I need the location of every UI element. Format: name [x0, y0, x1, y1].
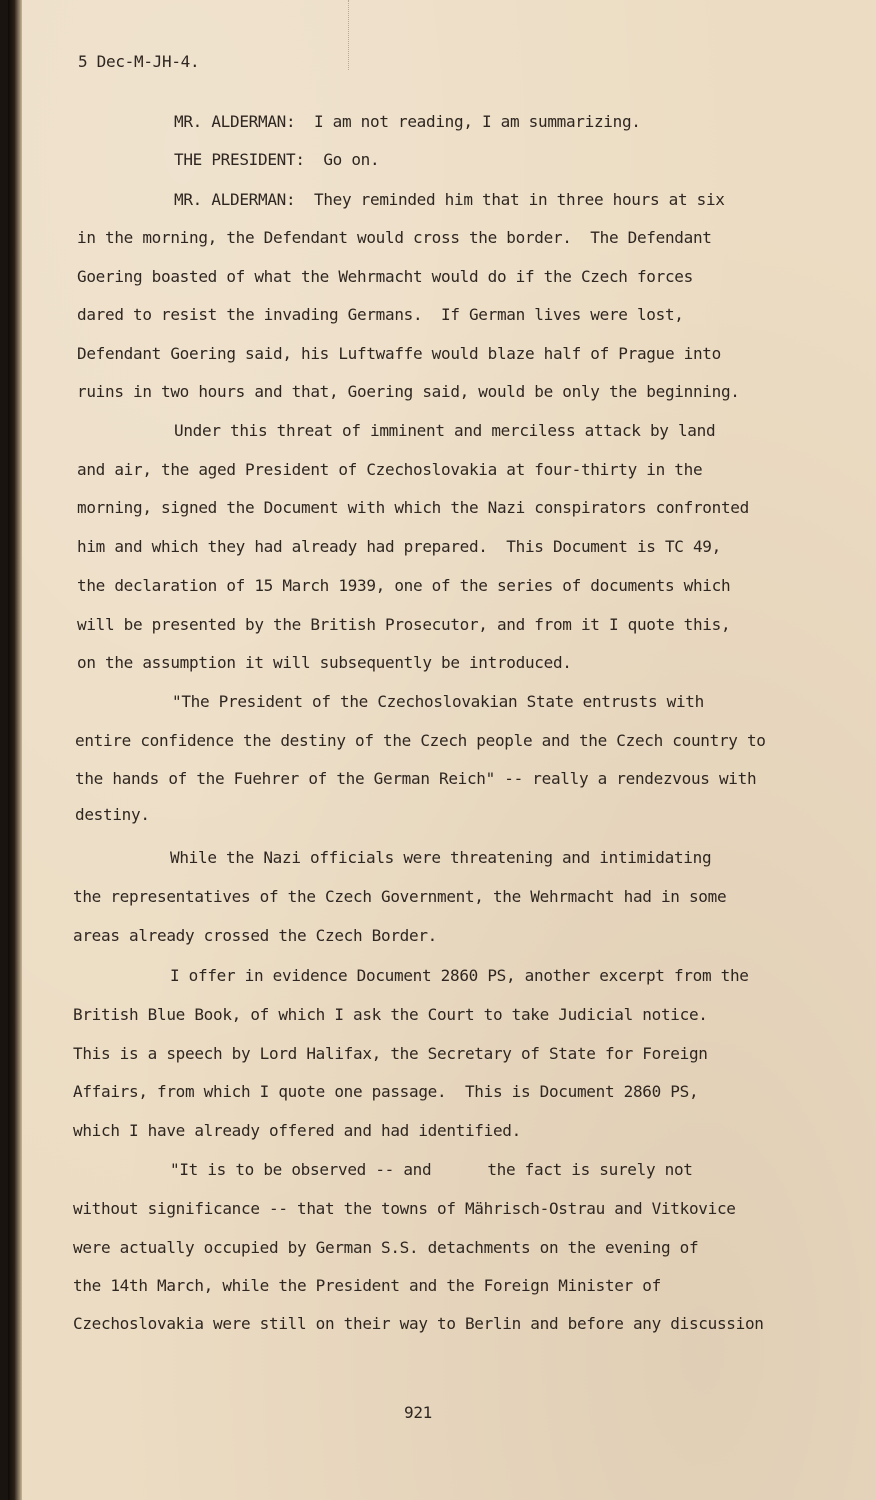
text-line: entire confidence the destiny of the Czech people and the Czech country to [75, 731, 766, 750]
text-line: MR. ALDERMAN: I am not reading, I am summarizing. [174, 112, 641, 131]
page-binding-edge [8, 0, 22, 1500]
text-line: the hands of the Fuehrer of the German Reich" -- really a rendezvous with [75, 769, 757, 788]
document-page [8, 0, 876, 1500]
text-line: British Blue Book, of which I ask the Court to take Judicial notice. [73, 1005, 708, 1024]
text-line: Affairs, from which I quote one passage. This is Document 2860 PS, [73, 1082, 699, 1101]
text-line: "It is to be observed -- and the fact is surely not [170, 1160, 693, 1179]
text-line: Defendant Goering said, his Luftwaffe would blaze half of Prague into [77, 344, 721, 363]
text-line: This is a speech by Lord Halifax, the Secretary of State for Foreign [73, 1044, 708, 1063]
text-line: without significance -- that the towns of Mährisch-Ostrau and Vitkovice [73, 1199, 736, 1218]
text-line: areas already crossed the Czech Border. [73, 926, 437, 945]
text-line: I offer in evidence Document 2860 PS, another excerpt from the [170, 966, 749, 985]
text-line: the 14th March, while the President and the Foreign Minister of [73, 1276, 661, 1295]
text-line: Under this threat of imminent and merciless attack by land [174, 421, 716, 440]
text-line: destiny. [75, 805, 150, 824]
text-line: THE PRESIDENT: Go on. [174, 150, 380, 169]
text-line: and air, the aged President of Czechoslovakia at four-thirty in the [77, 460, 703, 479]
text-line: in the morning, the Defendant would cross the border. The Defendant [77, 228, 712, 247]
text-line: on the assumption it will subsequently be introduced. [77, 653, 572, 672]
text-line: which I have already offered and had identified. [73, 1121, 521, 1140]
text-line: him and which they had already had prepared. This Document is TC 49, [77, 537, 721, 556]
text-line: the declaration of 15 March 1939, one of the series of documents which [77, 576, 731, 595]
fold-mark [348, 0, 350, 70]
document-id-header: 5 Dec-M-JH-4. [78, 52, 200, 71]
text-line: Goering boasted of what the Wehrmacht would do if the Czech forces [77, 267, 693, 286]
text-line: ruins in two hours and that, Goering said, would be only the beginning. [77, 382, 740, 401]
text-line: morning, signed the Document with which the Nazi conspirators confronted [77, 498, 749, 517]
text-line: Czechoslovakia were still on their way to Berlin and before any discussion [73, 1314, 764, 1333]
text-line: the representatives of the Czech Government, the Wehrmacht had in some [73, 887, 727, 906]
text-line: MR. ALDERMAN: They reminded him that in three hours at six [174, 190, 725, 209]
page-number: 921 [404, 1403, 432, 1422]
text-line: will be presented by the British Prosecutor, and from it I quote this, [77, 615, 731, 634]
text-line: were actually occupied by German S.S. detachments on the evening of [73, 1238, 699, 1257]
text-line: While the Nazi officials were threatening and intimidating [170, 848, 712, 867]
text-line: "The President of the Czechoslovakian State entrusts with [172, 692, 704, 711]
text-line: dared to resist the invading Germans. If German lives were lost, [77, 305, 684, 324]
